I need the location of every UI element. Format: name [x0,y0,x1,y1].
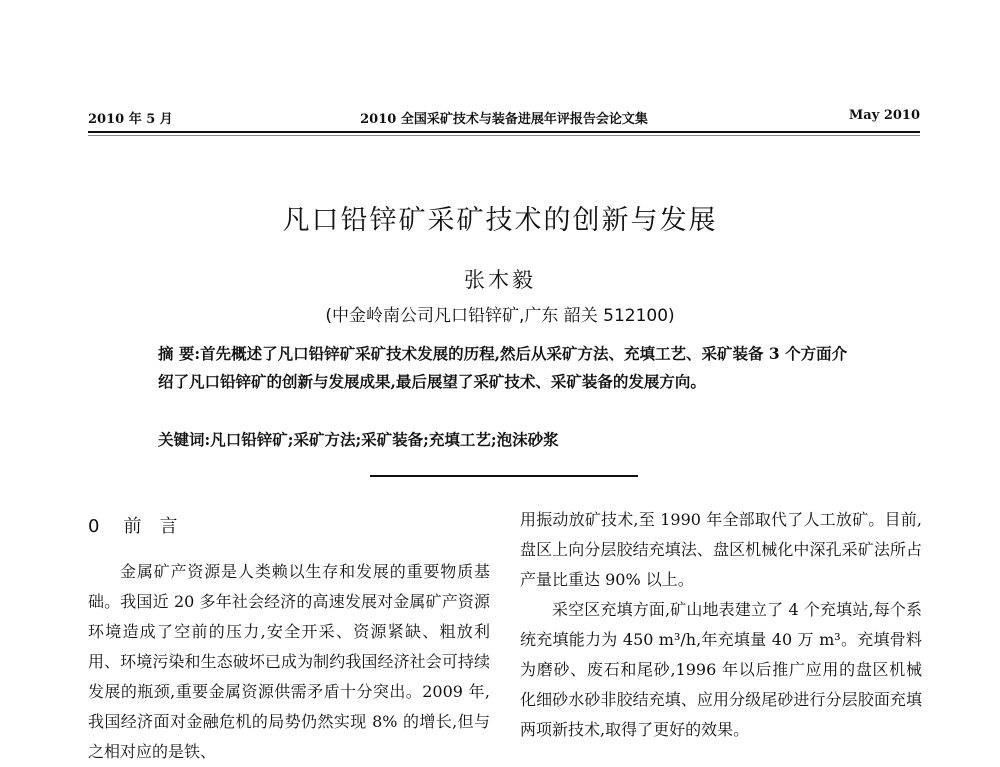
header-rule [88,131,920,133]
keywords [158,428,848,450]
body-paragraph: 金属矿产资源是人类赖以生存和发展的重要物质基础。我国近 20 多年社会经济的高速发展对金属矿产资源环境造成了空前的压力,安全开采、资源紧缺、粗放利用、环境污染和生态破坏已成为制约我国经济社会可持续发展的瓶颈,重要金属资源供需矛盾十分突出。2009 年,我国经济面对金融危机的局势仍然实现 8% 的增长,但与之相对应的是铁、 [88,562,490,761]
section-number: 0 [88,516,100,537]
header-date-en: May 2010 [848,108,920,123]
abstract-label: 摘 要: [158,344,201,363]
running-header [88,108,920,130]
header-date-cn: 2010 年 5 月 [88,112,173,127]
header-rule-thin [88,135,920,136]
paper-title: 凡口铅锌矿采矿技术的创新与发展 [282,205,718,236]
author-name: 张木毅 [464,268,536,292]
keywords-label: 关键词: [158,430,211,449]
abstract [158,340,848,396]
author-affiliation: (中金岭南公司凡口铅锌矿,广东 韶关 512100) [325,306,675,326]
abstract-text: 首先概述了凡口铅锌矿采矿技术发展的历程,然后从采矿方法、充填工艺、采矿装备 3 个方面介绍了凡口铅锌矿的创新与发展成果,最后展望了采矿技术、采矿装备的发展方向。 [158,344,848,391]
keywords-text: 凡口铅锌矿;采矿方法;采矿装备;充填工艺;泡沫砂浆 [210,430,559,449]
abstract-divider [370,475,638,477]
section-heading [88,505,490,549]
body-paragraph: 采空区充填方面,矿山地表建立了 4 个充填站,每个系统充填能力为 450 m³/h,年充填量 40 万 m³。充填骨料为磨砂、废石和尾砂,1996 年以后推广应用的盘区机械化细砂水砂非胶结充填、应用分级尾砂进行分层胶面充填两项新技术,取得了更好的效果。 [520,600,922,739]
left-column [88,505,490,767]
section-title: 前言 [123,516,196,537]
body-paragraph-continued: 用振动放矿技术,至 1990 年全部取代了人工放矿。目前,盘区上向分层胶结充填法、盘区机械化中深孔采矿法所占产量比重达 90% 以上。 [520,510,922,589]
right-column [520,505,922,745]
header-proceedings-title: 2010 全国采矿技术与装备进展年评报告会论文集 [360,112,648,127]
